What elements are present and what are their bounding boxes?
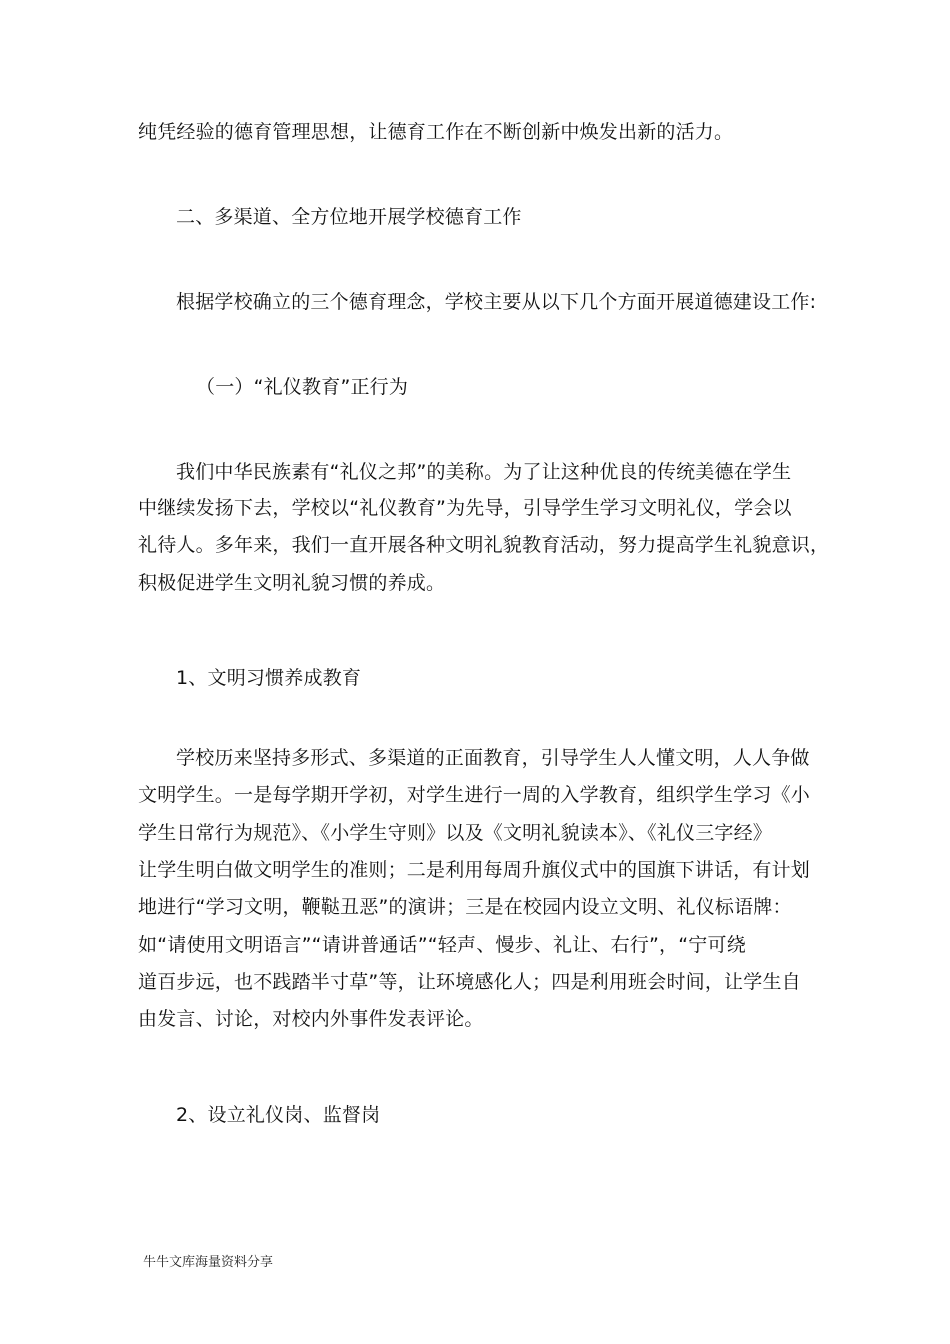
- paragraph-line: 中继续发扬下去，学校以“礼仪教育”为先导，引导学生学习文明礼仪，学会以: [138, 497, 792, 519]
- paragraph-line: 积极促进学生文明礼貌习惯的养成。: [138, 572, 446, 594]
- footer-text: 牛牛文库海量资料分享: [143, 1255, 274, 1270]
- paragraph-line: 如“请使用文明语言”“请讲普通话”“轻声、慢步、礼让、右行”，“宁可绕: [138, 934, 746, 956]
- paragraph-line: 让学生明白做文明学生的准则；二是利用每周升旗仪式中的国旗下讲话，有计划: [138, 859, 811, 881]
- paragraph-line: 学生日常行为规范》、《小学生守则》以及《文明礼貌读本》、《礼仪三字经》: [138, 822, 773, 844]
- paragraph-line: 地进行“学习文明，鞭鞑丑恶”的演讲；三是在校园内设立文明、礼仪标语牌：: [138, 896, 792, 918]
- paragraph-line: 由发言、讨论，对校内外事件发表评论。: [138, 1008, 484, 1030]
- item-heading: 2、设立礼仪岗、监督岗: [176, 1104, 381, 1126]
- paragraph-line: 文明学生。一是每学期开学初，对学生进行一周的入学教育，组织学生学习《小: [138, 784, 811, 806]
- paragraph-line: 根据学校确立的三个德育理念，学校主要从以下几个方面开展道德建设工作:: [176, 291, 817, 313]
- paragraph-line: 纯凭经验的德育管理思想，让德育工作在不断创新中焕发出新的活力。: [138, 121, 734, 143]
- item-heading: 1、文明习惯养成教育: [176, 667, 362, 689]
- paragraph-line: 我们中华民族素有“礼仪之邦”的美称。为了让这种优良的传统美德在学生: [176, 461, 792, 483]
- section-heading: 二、多渠道、全方位地开展学校德育工作: [176, 206, 522, 228]
- paragraph-line: 学校历来坚持多形式、多渠道的正面教育，引导学生人人懂文明，人人争做: [176, 747, 810, 769]
- paragraph-line: 礼待人。多年来，我们一直开展各种文明礼貌教育活动，努力提高学生礼貌意识，: [138, 534, 830, 556]
- paragraph-line: 道百步远，也不践踏半寸草”等，让环境感化人；四是利用班会时间，让学生自: [138, 971, 801, 993]
- subsection-heading: （一）“礼仪教育”正行为: [196, 376, 409, 398]
